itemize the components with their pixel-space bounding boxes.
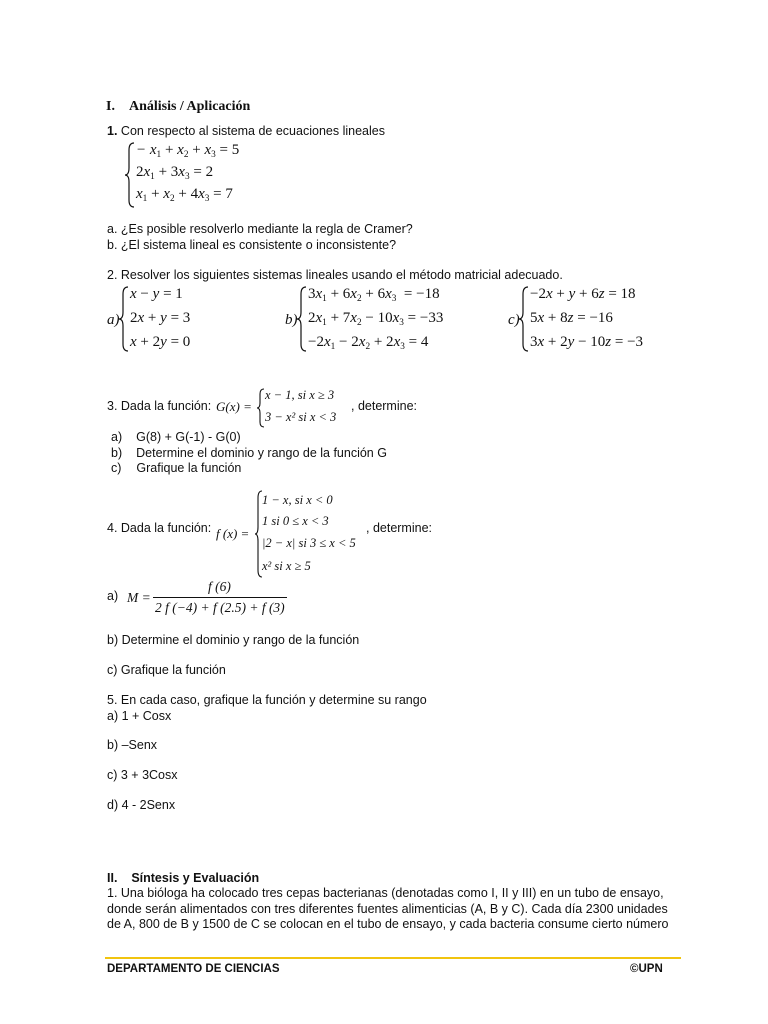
section-title: Análisis / Aplicación — [128, 99, 251, 114]
item-text: Grafique la función — [136, 461, 242, 475]
equation: $x_1 + x_2 + 4x_3 = 7$ — [136, 186, 233, 204]
g-case-2: 3 − x² si x < 3 — [265, 410, 337, 424]
paragraph-line: 1. Una bióloga ha colocado tres cepas bacterianas (denotadas como I, II y III) en un tubo de ensayo, — [107, 886, 664, 900]
question-text: Con respecto al sistema de ecuaciones lineales — [120, 124, 385, 138]
f-case-1: 1 − x, si x < 0 — [262, 493, 333, 507]
question-1-part-b: b. ¿El sistema lineal es consistente o inconsistente? — [107, 238, 397, 252]
equation: 3x + 2y − 10z = −3 — [530, 334, 644, 350]
function-name-g: G(x) = — [216, 399, 252, 414]
equation: $-2x_1 - 2x_2 + 2x_3 = 4$ — [308, 334, 429, 352]
label-c: c) — [508, 312, 520, 328]
equation: $3x_1 + 6x_2 + 6x_3 = -18$ — [308, 286, 440, 304]
equation: 2x + y = 3 — [130, 310, 191, 326]
section-numeral: II. — [107, 871, 118, 885]
question-2-prompt: 2. Resolver los siguientes sistemas lineales usando el método matricial adecuado. — [107, 268, 563, 282]
equation: x + 2y = 0 — [130, 334, 191, 350]
item-label: b) — [111, 446, 123, 460]
list-item: c) 3 + 3Cosx — [107, 768, 178, 782]
question-1-part-a: a. ¿Es posible resolverlo mediante la regla de Cramer? — [107, 222, 413, 236]
question-3-intro: 3. Dada la función: — [107, 399, 212, 413]
paragraph-line: de A, 800 de B y 1500 de C se colocan en el tubo de ensayo, y cada bacteria consume cierto número — [107, 917, 669, 931]
equation: $2x_1 + 7x_2 - 10x_3 = -33$ — [308, 310, 444, 328]
section-heading-1 — [106, 99, 250, 115]
footer-divider — [105, 957, 681, 959]
question-4-part-b: b) Determine el dominio y rango de la función — [107, 633, 360, 647]
footer-copyright: ©UPN — [630, 963, 663, 975]
question-4-intro: 4. Dada la función: — [107, 521, 212, 535]
equation: x − y = 1 — [130, 286, 183, 302]
list-item: d) 4 - 2Senx — [107, 798, 176, 812]
footer-department: DEPARTAMENTO DE CIENCIAS — [107, 963, 280, 975]
label-a: a) — [107, 312, 120, 328]
fraction-denominator: 2 f (−4) + f (2.5) + f (3) — [155, 600, 285, 615]
left-brace-icon — [118, 286, 130, 352]
question-4-part-c: c) Grafique la función — [107, 663, 226, 677]
fraction-bar — [153, 597, 287, 598]
question-1-prompt — [107, 124, 385, 138]
equation: $2x_1 + 3x_3 = 2$ — [136, 164, 214, 182]
item-label: a) — [111, 430, 123, 444]
left-brace-icon — [518, 286, 530, 352]
function-name-f: f (x) = — [216, 526, 250, 541]
f-case-3: |2 − x| si 3 ≤ x < 5 — [262, 536, 356, 550]
list-item: b) –Senx — [107, 738, 158, 752]
left-brace-icon — [296, 286, 308, 352]
equation: − $x_1 + x_2 + x_3 = 5$ — [136, 142, 240, 160]
section-numeral: I. — [106, 99, 115, 114]
item-text: G(8) + G(-1) - G(0) — [136, 430, 241, 444]
list-item — [111, 446, 387, 460]
section-heading-2 — [107, 871, 259, 885]
item-label: c) — [111, 461, 122, 475]
determine-text: , determine: — [351, 399, 418, 413]
equation: −2x + y + 6z = 18 — [530, 286, 636, 302]
item-text: Determine el dominio y rango de la función G — [136, 446, 387, 460]
question-5-prompt: 5. En cada caso, grafique la función y determine su rango — [107, 693, 427, 707]
paragraph-line: donde serán alimentados con tres diferentes fuentes alimenticias (A, B y C). Cada día 2300 unidades — [107, 902, 668, 916]
f-case-4: x² si x ≥ 5 — [262, 559, 311, 573]
fraction-numerator: f (6) — [208, 579, 231, 594]
left-brace-icon — [124, 142, 136, 208]
g-case-1: x − 1, si x ≥ 3 — [265, 388, 335, 402]
list-item — [111, 461, 241, 475]
m-symbol: M = — [127, 590, 151, 605]
determine-text: , determine: — [366, 521, 433, 535]
f-case-2: 1 si 0 ≤ x < 3 — [262, 514, 329, 528]
list-item — [111, 430, 241, 444]
part-a-label: a) — [107, 589, 119, 603]
section-title: Síntesis y Evaluación — [131, 871, 260, 885]
question-number: 1. — [107, 124, 118, 138]
label-b: b) — [285, 312, 298, 328]
equation: 5x + 8z = −16 — [530, 310, 613, 326]
list-item: a) 1 + Cosx — [107, 709, 172, 723]
